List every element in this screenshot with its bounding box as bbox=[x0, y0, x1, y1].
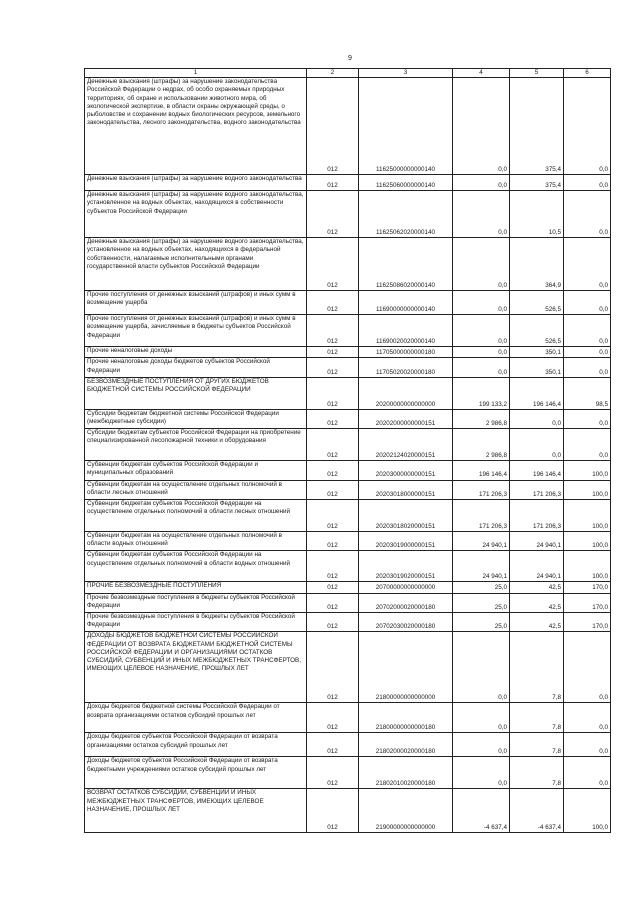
row-planned-amount: 2 986,8 bbox=[453, 429, 510, 461]
row-planned-amount: 0,0 bbox=[453, 78, 510, 175]
table-row bbox=[85, 347, 611, 358]
row-percent: 0,0 bbox=[564, 315, 611, 347]
row-budget-code: 21800000000000000 bbox=[359, 632, 453, 703]
table-row bbox=[85, 532, 611, 551]
row-admin-code: 012 bbox=[307, 461, 359, 480]
row-description-text: Денежные взыскания (штрафы) за нарушение водного законодательства, установленное на водных объектах, находящихся в федеральной собственности, налагаемые исполнительными органами государственной власти субъектов Российской Федерации bbox=[87, 238, 304, 270]
row-planned-amount: 24 940,1 bbox=[453, 551, 510, 582]
row-admin-code: 012 bbox=[307, 789, 359, 833]
row-description-text: Доходы бюджетов субъектов Российской Федерации от возврата организациями остатков субсидий прошлых лет bbox=[87, 733, 278, 749]
row-admin-code: 012 bbox=[307, 703, 359, 733]
row-actual-amount: 10,5 bbox=[510, 191, 564, 238]
row-admin-code: 012 bbox=[307, 238, 359, 291]
row-percent: 170,0 bbox=[564, 582, 611, 593]
row-description bbox=[85, 593, 307, 612]
row-admin-code: 012 bbox=[307, 480, 359, 499]
row-description bbox=[85, 613, 307, 632]
row-planned-amount: 24 940,1 bbox=[453, 532, 510, 551]
row-description bbox=[85, 347, 307, 358]
row-percent: 0,0 bbox=[564, 175, 611, 191]
row-budget-code: 20203018000000151 bbox=[359, 480, 453, 499]
row-planned-amount: 2 986,8 bbox=[453, 409, 510, 428]
row-description bbox=[85, 532, 307, 551]
row-planned-amount: 0,0 bbox=[453, 315, 510, 347]
column-header: 3 bbox=[359, 69, 453, 78]
row-admin-code: 012 bbox=[307, 500, 359, 532]
row-actual-amount: 171 206,3 bbox=[510, 500, 564, 532]
row-percent: 0,0 bbox=[564, 409, 611, 428]
table-row bbox=[85, 238, 611, 291]
row-budget-code: 20702030020000180 bbox=[359, 613, 453, 632]
row-percent: 0,0 bbox=[564, 703, 611, 733]
row-actual-amount: 7,8 bbox=[510, 733, 564, 757]
row-percent: 170,0 bbox=[564, 593, 611, 612]
table-row bbox=[85, 409, 611, 428]
table-row bbox=[85, 551, 611, 582]
row-percent: 170,0 bbox=[564, 613, 611, 632]
row-planned-amount: -4 637,4 bbox=[453, 789, 510, 833]
row-percent: 98,5 bbox=[564, 377, 611, 409]
row-description-text: Субвенции бюджетам субъектов Российской Федерации и муниципальных образований bbox=[87, 461, 258, 477]
row-actual-amount: 364,9 bbox=[510, 238, 564, 291]
row-admin-code: 012 bbox=[307, 175, 359, 191]
row-description-text: Доходы бюджетов субъектов Российской Федерации от возврата бюджетными учреждениями остатков субсидий прошлых лет bbox=[87, 757, 278, 773]
row-planned-amount: 0,0 bbox=[453, 632, 510, 703]
row-planned-amount: 0,0 bbox=[453, 291, 510, 315]
row-admin-code: 012 bbox=[307, 358, 359, 377]
row-planned-amount: 0,0 bbox=[453, 175, 510, 191]
table-row bbox=[85, 500, 611, 532]
row-actual-amount: 42,5 bbox=[510, 613, 564, 632]
row-admin-code: 012 bbox=[307, 733, 359, 757]
row-description-text: Денежные взыскания (штрафы) за нарушение водного законодательства bbox=[87, 175, 302, 183]
row-admin-code: 012 bbox=[307, 191, 359, 238]
row-planned-amount: 0,0 bbox=[453, 191, 510, 238]
table-row bbox=[85, 582, 611, 593]
row-budget-code: 20700000000000000 bbox=[359, 582, 453, 593]
row-percent: 100,0 bbox=[564, 461, 611, 480]
row-description-text: БЕЗВОЗМЕЗДНЫЕ ПОСТУПЛЕНИЯ ОТ ДРУГИХ БЮДЖЕТОВ БЮДЖЕТНОЙ СИСТЕМЫ РОССИЙСКОЙ ФЕДЕРАЦИИ bbox=[87, 377, 269, 394]
table-row bbox=[85, 78, 611, 175]
row-percent: 100,0 bbox=[564, 551, 611, 582]
row-actual-amount: 7,8 bbox=[510, 703, 564, 733]
row-planned-amount: 25,0 bbox=[453, 613, 510, 632]
row-actual-amount: 526,5 bbox=[510, 315, 564, 347]
row-actual-amount: 42,5 bbox=[510, 593, 564, 612]
table-row bbox=[85, 733, 611, 757]
row-planned-amount: 25,0 bbox=[453, 582, 510, 593]
row-admin-code: 012 bbox=[307, 613, 359, 632]
row-budget-code: 20203000000000151 bbox=[359, 461, 453, 480]
row-admin-code: 012 bbox=[307, 632, 359, 703]
row-admin-code: 012 bbox=[307, 582, 359, 593]
row-budget-code: 21802000020000180 bbox=[359, 733, 453, 757]
row-description-text: Прочие поступления от денежных взысканий (штрафов) и иных сумм в возмещение ущерба bbox=[87, 291, 296, 307]
table-row bbox=[85, 291, 611, 315]
row-percent: 0,0 bbox=[564, 757, 611, 789]
row-description bbox=[85, 377, 307, 409]
row-percent: 0,0 bbox=[564, 238, 611, 291]
row-budget-code: 20202124020000151 bbox=[359, 429, 453, 461]
row-actual-amount: 7,8 bbox=[510, 757, 564, 789]
row-description-text: ВОЗВРАТ ОСТАТКОВ СУБСИДИЙ, СУБВЕНЦИЙ И ИНЫХ МЕЖБЮДЖЕТНЫХ ТРАНСФЕРТОВ, ИМЕЮЩИХ ЦЕЛЕВОЕ НАЗНАЧЕНИЕ, ПРОШЛЫХ ЛЕТ bbox=[87, 789, 264, 813]
row-description bbox=[85, 789, 307, 833]
row-percent: 100,0 bbox=[564, 500, 611, 532]
row-percent: 0,0 bbox=[564, 632, 611, 703]
table-row bbox=[85, 358, 611, 377]
row-planned-amount: 0,0 bbox=[453, 347, 510, 358]
row-planned-amount: 0,0 bbox=[453, 757, 510, 789]
row-description bbox=[85, 461, 307, 480]
row-budget-code: 21802010020000180 bbox=[359, 757, 453, 789]
row-actual-amount: 171 206,3 bbox=[510, 480, 564, 499]
row-budget-code: 21900000000000000 bbox=[359, 789, 453, 833]
row-description bbox=[85, 175, 307, 191]
row-description bbox=[85, 551, 307, 582]
row-description bbox=[85, 291, 307, 315]
column-header: 1 bbox=[85, 69, 307, 78]
row-admin-code: 012 bbox=[307, 593, 359, 612]
row-percent: 0,0 bbox=[564, 291, 611, 315]
row-planned-amount: 0,0 bbox=[453, 358, 510, 377]
row-budget-code: 11625062020000140 bbox=[359, 191, 453, 238]
table-row bbox=[85, 315, 611, 347]
row-budget-code: 11625000000000140 bbox=[359, 78, 453, 175]
row-budget-code: 11705020020000180 bbox=[359, 358, 453, 377]
table-row bbox=[85, 175, 611, 191]
row-actual-amount: 375,4 bbox=[510, 175, 564, 191]
row-description-text: Субсидии бюджетам субъектов Российской Федерации на приобретение специализированной лесопожарной техники и оборудования bbox=[87, 429, 301, 445]
table-row bbox=[85, 757, 611, 789]
column-header: 6 bbox=[564, 69, 611, 78]
row-percent: 0,0 bbox=[564, 191, 611, 238]
row-actual-amount: 24 940,1 bbox=[510, 532, 564, 551]
row-description bbox=[85, 582, 307, 593]
row-budget-code: 20202000000000151 bbox=[359, 409, 453, 428]
row-actual-amount: 0,0 bbox=[510, 409, 564, 428]
row-description-text: Прочие безвозмездные поступления в бюджеты субъектов Российской Федерации bbox=[87, 613, 295, 629]
row-description-text: Субвенции бюджетам на осуществление отдельных полномочий в области лесных отношений bbox=[87, 480, 282, 496]
row-description bbox=[85, 78, 307, 175]
row-description-text: Денежные взыскания (штрафы) за нарушение законодательства Российской Федерации о недрах, об особо охраняемых природных территориях, об охране и использовании животного мира, об экологической экспертизе, в области охраны окружающей среды, о рыболовстве и сохранении водных биологических ресурсов, земельного законодательства, лесного законодательства, водного законодательства bbox=[87, 78, 301, 127]
row-description bbox=[85, 733, 307, 757]
row-description-text: ДОХОДЫ БЮДЖЕТОВ БЮДЖЕТНОЙ СИСТЕМЫ РОССИЙСКОЙ ФЕДЕРАЦИИ ОТ ВОЗВРАТА БЮДЖЕТАМИ БЮДЖЕТНОЙ СИСТЕМЫ РОССИЙСКОЙ ФЕДЕРАЦИИ И ОРГАНИЗАЦИЯМИ ОСТАТКОВ СУБСИДИЙ, СУБВЕНЦИЙ И ИНЫХ МЕЖБЮДЖЕТНЫХ ТРАНСФЕРТОВ, ИМЕЮЩИХ ЦЕЛЕВОЕ НАЗНАЧЕНИЕ, ПРОШЛЫХ ЛЕТ bbox=[87, 632, 301, 673]
row-planned-amount: 0,0 bbox=[453, 733, 510, 757]
row-actual-amount: 42,5 bbox=[510, 582, 564, 593]
row-description-text: Субвенции бюджетам на осуществление отдельных полномочий в области водных отношений bbox=[87, 532, 282, 548]
table-row bbox=[85, 632, 611, 703]
column-header: 2 bbox=[307, 69, 359, 78]
row-description-text: Субвенции бюджетам субъектов Российской Федерации на осуществление отдельных полномочий в области водных отношений bbox=[87, 551, 291, 567]
row-admin-code: 012 bbox=[307, 757, 359, 789]
table-row bbox=[85, 429, 611, 461]
row-admin-code: 012 bbox=[307, 291, 359, 315]
row-description bbox=[85, 429, 307, 461]
row-planned-amount: 196 146,4 bbox=[453, 461, 510, 480]
row-admin-code: 012 bbox=[307, 78, 359, 175]
row-description bbox=[85, 757, 307, 789]
table-row bbox=[85, 480, 611, 499]
row-actual-amount: 196 146,4 bbox=[510, 377, 564, 409]
column-header: 5 bbox=[510, 69, 564, 78]
row-description-text: Денежные взыскания (штрафы) за нарушение водного законодательства, установленное на водных объектах, находящихся в собственности субъектов Российской Федерации bbox=[87, 191, 304, 215]
revenue-table bbox=[84, 68, 611, 833]
row-budget-code: 21800000000000180 bbox=[359, 703, 453, 733]
row-actual-amount: 375,4 bbox=[510, 78, 564, 175]
row-actual-amount: -4 637,4 bbox=[510, 789, 564, 833]
row-description-text: Прочие неналоговые доходы бюджетов субъектов Российской Федерации bbox=[87, 358, 270, 374]
page-number: 9 bbox=[348, 55, 352, 62]
row-actual-amount: 196 146,4 bbox=[510, 461, 564, 480]
row-admin-code: 012 bbox=[307, 532, 359, 551]
row-budget-code: 20203019000000151 bbox=[359, 532, 453, 551]
row-description-text: Субвенции бюджетам субъектов Российской Федерации на осуществление отдельных полномочий в области лесных отношений bbox=[87, 500, 291, 516]
row-description-text: Прочие неналоговые доходы bbox=[87, 347, 173, 355]
row-percent: 100,0 bbox=[564, 532, 611, 551]
row-description bbox=[85, 238, 307, 291]
table-row bbox=[85, 789, 611, 833]
row-budget-code: 11690000000000140 bbox=[359, 291, 453, 315]
column-header: 4 bbox=[453, 69, 510, 78]
row-description-text: Субсидии бюджетам бюджетной системы Российской Федерации (межбюджетные субсидии) bbox=[87, 409, 279, 426]
row-budget-code: 11705000000000180 bbox=[359, 347, 453, 358]
row-planned-amount: 199 133,2 bbox=[453, 377, 510, 409]
row-description-text: Прочие поступления от денежных взысканий (штрафов) и иных сумм в возмещение ущерба, зачисляемые в бюджеты субъектов Российской Федерации bbox=[87, 315, 296, 339]
row-actual-amount: 24 940,1 bbox=[510, 551, 564, 582]
table-row bbox=[85, 593, 611, 612]
row-description bbox=[85, 703, 307, 733]
row-admin-code: 012 bbox=[307, 347, 359, 358]
table-row bbox=[85, 191, 611, 238]
row-description bbox=[85, 480, 307, 499]
table-row bbox=[85, 377, 611, 409]
row-budget-code: 20203018020000151 bbox=[359, 500, 453, 532]
row-description bbox=[85, 358, 307, 377]
row-description bbox=[85, 632, 307, 703]
row-planned-amount: 0,0 bbox=[453, 703, 510, 733]
row-percent: 0,0 bbox=[564, 429, 611, 461]
row-actual-amount: 526,5 bbox=[510, 291, 564, 315]
row-budget-code: 11690020020000140 bbox=[359, 315, 453, 347]
row-budget-code: 20200000000000000 bbox=[359, 377, 453, 409]
table-header-row bbox=[85, 69, 611, 78]
row-description bbox=[85, 315, 307, 347]
table-row bbox=[85, 461, 611, 480]
row-admin-code: 012 bbox=[307, 315, 359, 347]
row-actual-amount: 0,0 bbox=[510, 429, 564, 461]
row-percent: 0,0 bbox=[564, 358, 611, 377]
row-percent: 100,0 bbox=[564, 480, 611, 499]
row-admin-code: 012 bbox=[307, 429, 359, 461]
row-percent: 0,0 bbox=[564, 347, 611, 358]
row-admin-code: 012 bbox=[307, 377, 359, 409]
row-planned-amount: 0,0 bbox=[453, 238, 510, 291]
row-actual-amount: 350,1 bbox=[510, 358, 564, 377]
table-row bbox=[85, 703, 611, 733]
row-budget-code: 11625060000000140 bbox=[359, 175, 453, 191]
row-planned-amount: 171 206,3 bbox=[453, 500, 510, 532]
row-description-text: Доходы бюджетов бюджетной системы Российской Федерации от возврата организациями остатков субсидий прошлых лет bbox=[87, 703, 280, 719]
row-description bbox=[85, 409, 307, 428]
table-row bbox=[85, 613, 611, 632]
row-percent: 0,0 bbox=[564, 78, 611, 175]
row-budget-code: 20203019020000151 bbox=[359, 551, 453, 582]
row-percent: 100,0 bbox=[564, 789, 611, 833]
row-budget-code: 20702000020000180 bbox=[359, 593, 453, 612]
row-percent: 0,0 bbox=[564, 733, 611, 757]
row-description-text: Прочие безвозмездные поступления в бюджеты субъектов Российской Федерации bbox=[87, 593, 295, 609]
row-admin-code: 012 bbox=[307, 551, 359, 582]
row-planned-amount: 25,0 bbox=[453, 593, 510, 612]
row-description bbox=[85, 500, 307, 532]
row-actual-amount: 7,8 bbox=[510, 632, 564, 703]
row-budget-code: 11625086020000140 bbox=[359, 238, 453, 291]
row-description-text: ПРОЧИЕ БЕЗВОЗМЕЗДНЫЕ ПОСТУПЛЕНИЯ bbox=[87, 582, 222, 590]
row-planned-amount: 171 206,3 bbox=[453, 480, 510, 499]
row-admin-code: 012 bbox=[307, 409, 359, 428]
row-description bbox=[85, 191, 307, 238]
row-actual-amount: 350,1 bbox=[510, 347, 564, 358]
